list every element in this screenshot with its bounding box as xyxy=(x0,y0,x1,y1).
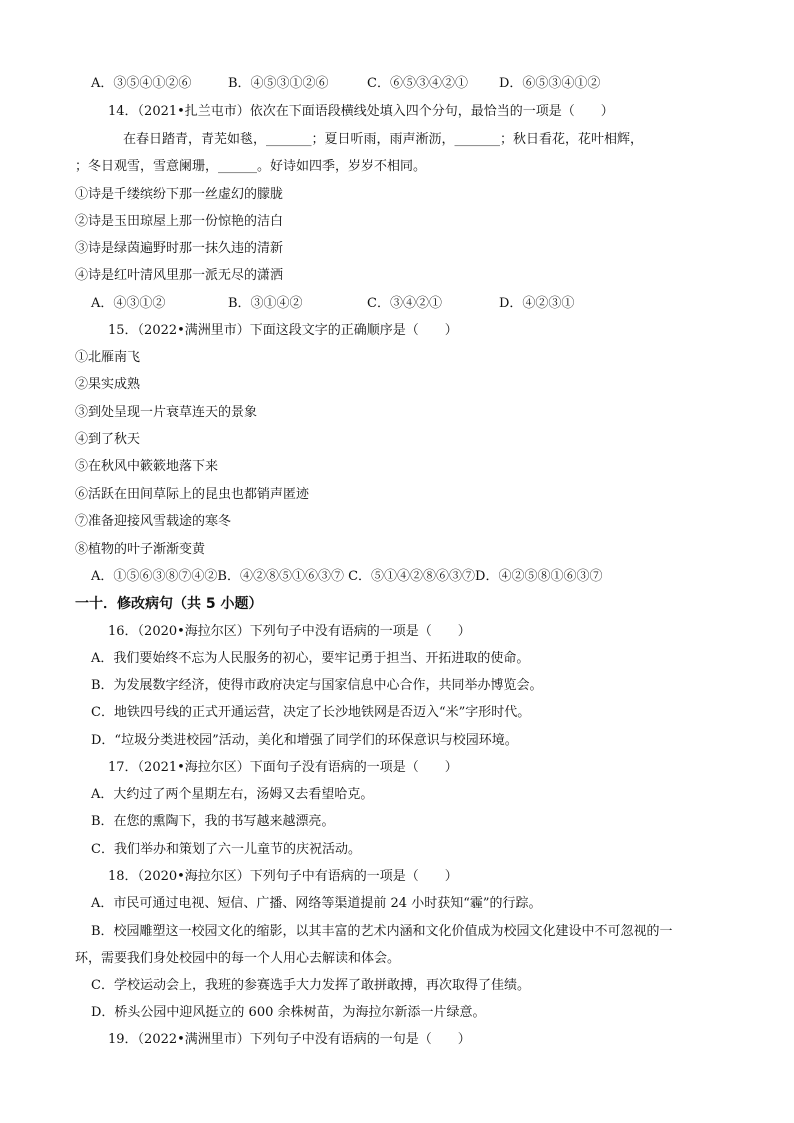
q16-option-b: B．为发展数字经济，使得市政府决定与国家信息中心合作，共同举办博览会。 xyxy=(91,678,543,693)
q14-option-a: A．④③①② xyxy=(91,296,166,311)
q19-stem: 19．（2022•满洲里市）下列句子中没有语病的一句是（ ） xyxy=(108,1032,471,1047)
q18-option-b-continued: 环，需要我们身处校园中的每一个人用心去解读和体会。 xyxy=(75,951,401,966)
q14-item-3: ③诗是绿茵遍野时那一抹久违的清新 xyxy=(75,241,284,256)
q14-passage-line2: ；冬日观雪，雪意阑珊，______。好诗如四季，岁岁不相同。 xyxy=(75,159,427,174)
q18-option-c: C．学校运动会上，我班的参赛选手大力发挥了敢拼敢搏，再次取得了佳绩。 xyxy=(91,978,530,993)
q18-option-b: B．校园雕塑这一校园文化的缩影，以其丰富的艺术内涵和文化价值成为校园文化建设中不可忽视的一 xyxy=(91,924,673,939)
q15-stem: 15．（2022•满洲里市）下面这段文字的正确顺序是（ ） xyxy=(108,323,458,338)
q14-item-2: ②诗是玉田琼屋上那一份惊艳的洁白 xyxy=(75,214,284,229)
q18-stem: 18．（2020•海拉尔区）下列句子中有语病的一项是（ ） xyxy=(108,869,458,884)
q17-option-a: A．大约过了两个星期左右，汤姆又去看望哈克。 xyxy=(91,787,374,802)
q17-option-c: C．我们举办和策划了六一儿童节的庆祝活动。 xyxy=(91,842,361,857)
q13-option-d: D．⑥⑤③④①② xyxy=(499,76,601,91)
q15-options: A．①⑤⑥③⑧⑦④②B．④②⑧⑤①⑥③⑦ C．⑤①④②⑧⑥③⑦D．④②⑤⑧①⑥③⑦ xyxy=(91,569,603,584)
q14-option-c: C．③④②① xyxy=(367,296,442,311)
q16-option-d: D．“垃圾分类进校园”活动，美化和增强了同学们的环保意识与校园环境。 xyxy=(91,733,518,748)
q13-options xyxy=(91,74,600,94)
q15-item-2: ②果实成熟 xyxy=(75,377,141,392)
q15-item-4: ④到了秋天 xyxy=(75,432,141,447)
q15-item-3: ③到处呈现一片衰草连天的景象 xyxy=(75,405,258,420)
q17-stem: 17．（2021•海拉尔区）下面句子没有语病的一项是（ ） xyxy=(108,760,458,775)
q13-option-b: B．④⑤③①②⑥ xyxy=(228,76,329,91)
q14-item-1: ①诗是千缕缤纷下那一丝虚幻的朦胧 xyxy=(75,187,284,202)
q18-option-a: A．市民可通过电视、短信、广播、网络等渠道提前 24 小时获知“霾”的行踪。 xyxy=(91,896,542,911)
q15-item-1: ①北雁南飞 xyxy=(75,350,141,365)
q16-option-c: C．地铁四号线的正式开通运营，决定了长沙地铁网是否迈入“米”字形时代。 xyxy=(91,705,531,720)
q13-option-c: C．⑥⑤③④②① xyxy=(367,76,468,91)
q15-item-5: ⑤在秋风中簌簌地落下来 xyxy=(75,459,219,474)
q16-option-a: A．我们要始终不忘为人民服务的初心，要牢记勇于担当、开拓进取的使命。 xyxy=(91,651,530,666)
q16-stem: 16．（2020•海拉尔区）下列句子中没有语病的一项是（ ） xyxy=(108,624,471,639)
q17-option-b: B．在您的熏陶下，我的书写越来越漂亮。 xyxy=(91,814,335,829)
q13-option-a: A．③⑤④①②⑥ xyxy=(91,76,192,91)
q14-options xyxy=(91,294,574,314)
q15-item-7: ⑦准备迎接风雪载途的寒冬 xyxy=(75,514,232,529)
q15-item-6: ⑥活跃在田间草际上的昆虫也都销声匿迹 xyxy=(75,487,310,502)
q14-stem: 14．（2021•扎兰屯市）依次在下面语段横线处填入四个分句，最恰当的一项是（ ） xyxy=(108,104,614,119)
q14-option-b: B．③①④② xyxy=(228,296,303,311)
q18-option-d: D．桥头公园中迎风挺立的 600 余株树苗，为海拉尔新添一片绿意。 xyxy=(91,1005,486,1020)
section-title: 一十．修改病句（共 5 小题） xyxy=(75,596,263,612)
q14-passage-line1: 在春日踏青，青芜如毯，_______；夏日听雨，雨声淅沥，_______；秋日看花，花叶相辉， xyxy=(123,132,644,147)
q14-option-d: D．④②③① xyxy=(499,296,575,311)
q14-item-4: ④诗是红叶清风里那一派无尽的潇洒 xyxy=(75,268,284,283)
q15-item-8: ⑧植物的叶子渐渐变黄 xyxy=(75,542,206,557)
